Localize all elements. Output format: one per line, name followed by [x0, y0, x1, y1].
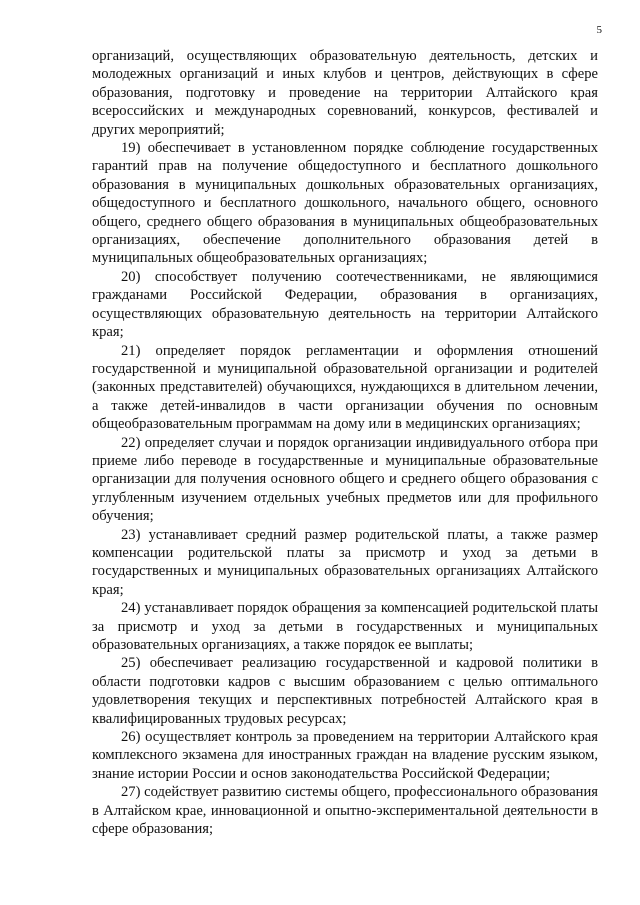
paragraph-item-22: 22) определяет случаи и порядок организации индивидуального отбора при приеме либо переводе в государственные и муниципальные образовательные организации для получения основного общего и среднего общего образования с углубленным изучением отдельных учебных предметов или для профильного обучения;: [92, 434, 598, 525]
page-number: 5: [596, 24, 602, 36]
paragraph-item-21: 21) определяет порядок регламентации и оформления отношений государственной и муниципальной образовательной организации и родителей (законных представителей) обучающихся, нуждающихся в длительном лечении, а также детей-инвалидов в части организации обучения по основным общеобразовательным программам на дому или в медицинских организациях;: [92, 342, 598, 433]
paragraph-item-24: 24) устанавливает порядок обращения за компенсацией родительской платы за присмотр и уход за детьми в государственных и муниципальных образовательных организациях, а также порядок ее выплаты;: [92, 600, 598, 653]
paragraph-item-27: 27) содействует развитию системы общего, профессионального образования в Алтайском крае, инновационной и опытно-экспериментальной деятельности в сфере образования;: [92, 784, 598, 838]
paragraph-item-20: 20) способствует получению соотечественниками, не являющимися гражданами Российской Федерации, образования в организациях, осуществляющих образовательную деятельность на территории Алтайского края;: [92, 268, 598, 341]
paragraph-item-25: 25) обеспечивает реализацию государственной и кадровой политики в области подготовки кадров с высшим образованием с целью оптимального удовлетворения текущих и перспективных потребностей Алтайского края в квалифицированных трудовых ресурсах;: [92, 655, 598, 727]
paragraph-item-26: 26) осуществляет контроль за проведением на территории Алтайского края комплексного экзамена для иностранных граждан на владение русским языком, знание истории России и основ законодательства Российской Федерации;: [92, 729, 598, 782]
paragraph-item-23: 23) устанавливает средний размер родительской платы, а также размер компенсации родительской платы за присмотр и уход за детьми в государственных и муниципальных образовательных организациях Алтайского края;: [92, 526, 598, 598]
paragraph-item-19: 19) обеспечивает в установленном порядке соблюдение государственных гарантий прав на получение общедоступного и бесплатного дошкольного образования в муниципальных дошкольных образовательных организациях, общедоступного и бесплатного дошкольного, начального общего, основного общего, среднего общего образования в муниципальных общеобразовательных организациях, обеспечение дополнительного образования детей в муниципальных общеобразовательных организациях;: [92, 140, 598, 267]
document-body: [92, 47, 598, 838]
paragraph-continuation: организаций, осуществляющих образовательную деятельность, детских и молодежных организаций и иных клубов и центров, действующих в сфере образования, подготовку и проведение на территории Алтайского края всероссийских и международных соревнований, конкурсов, фестивалей и других мероприятий;: [92, 48, 598, 138]
